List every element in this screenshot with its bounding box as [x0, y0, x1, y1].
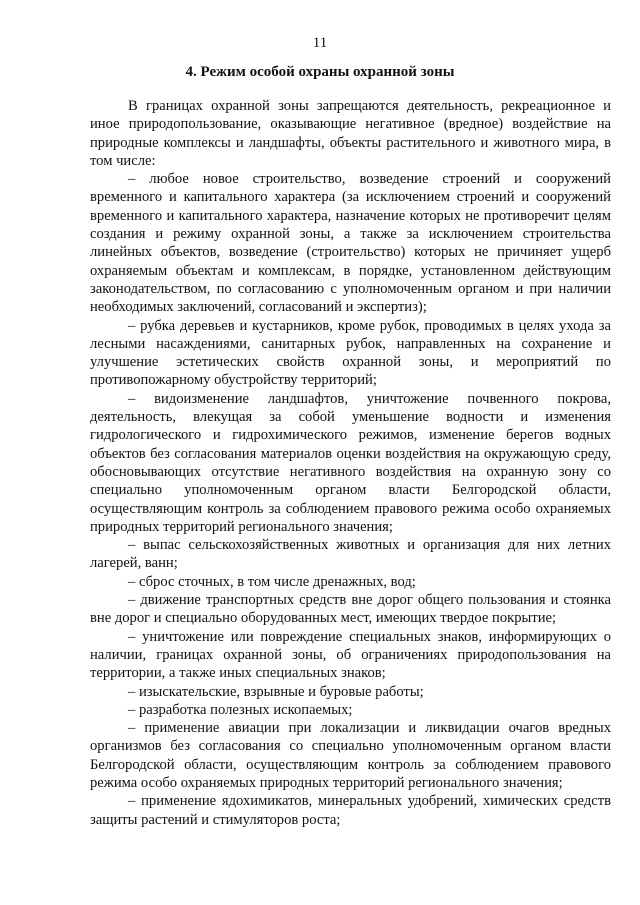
list-item-survey-works: – изыскательские, взрывные и буровые работы;: [128, 683, 424, 700]
page-number: 11: [312, 35, 328, 51]
document-body: [90, 97, 611, 829]
list-item-mining: – разработка полезных ископаемых;: [128, 701, 353, 718]
section-title: 4. Режим особой охраны охранной зоны: [185, 64, 455, 80]
list-item-vehicle-traffic: – движение транспортных средств вне дорог общего пользования и стоянка вне дорог и специально оборудованных мест, имеющих твердое покрытие;: [90, 592, 611, 627]
list-item-landscape-change: – видоизменение ландшафтов, уничтожение почвенного покрова, деятельность, влекущая за собой уменьшение водности и изменения гидрологического и гидрохимического режимов, изменение берегов водных объектов без согласования материалов оценки воздействия на окружающую среду, обосновывающих отсутствие негативного воздействия на охранную зону со специально уполномоченным органом власти Белгородской области, осуществляющим контроль за соблюдением правового режима особо охраняемых природных территорий регионального значения;: [90, 390, 611, 535]
list-item-construction: – любое новое строительство, возведение строений и сооружений временного и капитального характера (за исключением строений и сооружений временного и капитального характера, назначение которых не противоречит целям создания и режиму охранной зоны, а также за исключением строительства линейных объектов, возведение (строительство) которых не причиняет ущерб охраняемым объектам и комплексам, в порядке, установленном действующим законодательством, по согласованию с уполномоченным органом и при наличии необходимых заключений, согласований и экспертиз);: [90, 171, 611, 316]
list-item-chemicals: – применение ядохимикатов, минеральных удобрений, химических средств защиты растений и стимуляторов роста;: [90, 793, 611, 828]
list-item-wastewater: – сброс сточных, в том числе дренажных, вод;: [128, 573, 416, 590]
list-item-tree-felling: – рубка деревьев и кустарников, кроме рубок, проводимых в целях ухода за лесными насаждениями, санитарных рубок, направленных на сохранение и улучшение эстетических свойств охранной зоны, и мероприятий по противопожарному обустройству территорий;: [90, 317, 611, 389]
list-item-signs-damage: – уничтожение или повреждение специальных знаков, информирующих о наличии, границах охранной зоны, об ограничениях природопользования на территории, а также иных специальных знаков;: [90, 628, 611, 682]
list-item-grazing: – выпас сельскохозяйственных животных и организация для них летних лагерей, ванн;: [90, 537, 611, 572]
intro-paragraph: В границах охранной зоны запрещаются деятельность, рекреационное и иное природопользование, оказывающие негативное (вредное) воздействие на природные комплексы и ландшафты, объекты растительного и животного мира, в том числе:: [90, 98, 611, 169]
list-item-aviation: – применение авиации при локализации и ликвидации очагов вредных организмов без согласования со специально уполномоченным органом власти Белгородской области, осуществляющим контроль за соблюдением правового режима особо охраняемых природных территорий регионального значения;: [90, 720, 611, 791]
